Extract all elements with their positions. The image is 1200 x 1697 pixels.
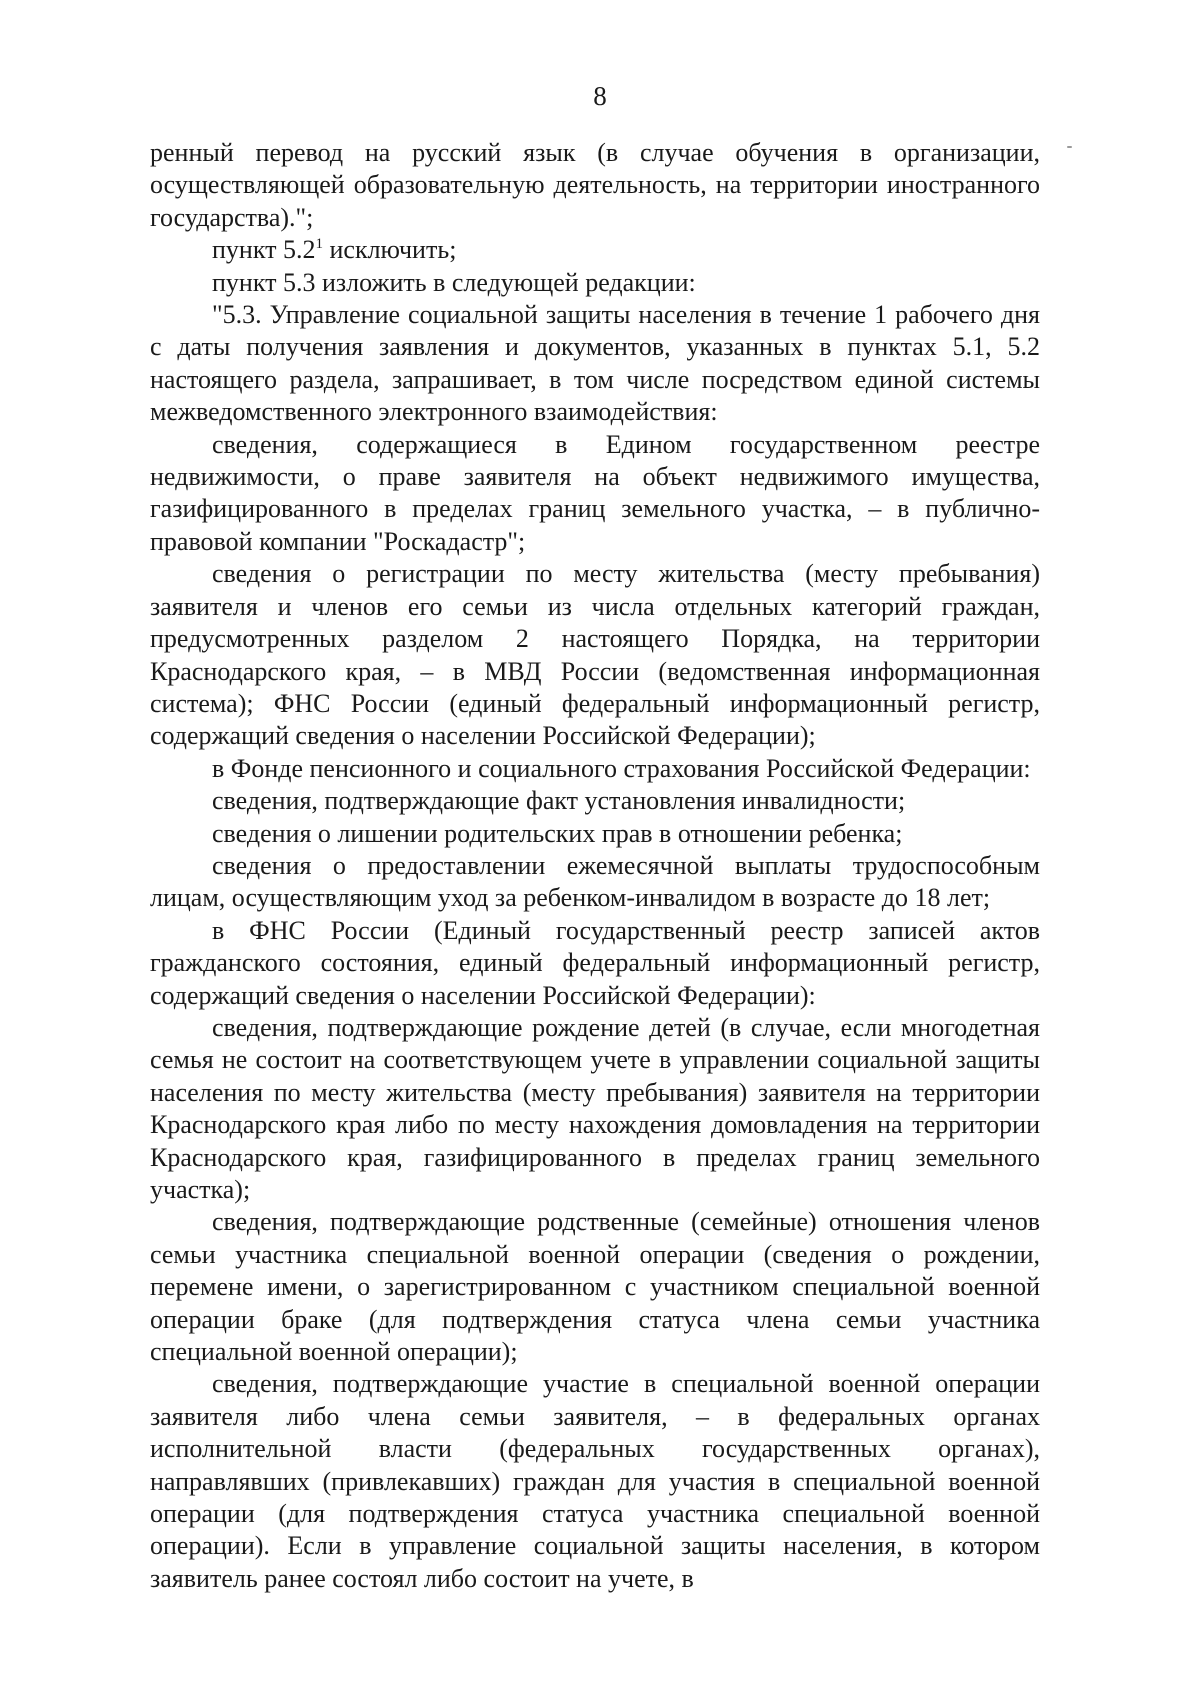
paragraph: ренный перевод на русский язык (в случае обучения в организации, осуществляющей образовательную деятельность, на территории иностранного государства)."; bbox=[150, 138, 1040, 232]
paragraph-text: исключить; bbox=[322, 235, 457, 265]
paragraph: сведения, содержащиеся в Едином государственном реестре недвижимости, о праве заявителя на объект недвижимого имущества, газифицированного в пределах границ земельного участка, – в публично-правовой компании "Роскадастр"; bbox=[150, 429, 1040, 556]
paragraph: сведения, подтверждающие участие в специальной военной операции заявителя либо члена семьи заявителя, – в федеральных органах исполнительной власти (федеральных государственных органах), направлявших (привлекавших) граждан для участия в специальной военной операции (для подтверждения статуса участника специальной военной операции). Если в управление социальной защиты населения, в котором заявитель ранее состоял либо состоит на учете, в bbox=[150, 1369, 1040, 1593]
paragraph: сведения о регистрации по месту жительства (месту пребывания) заявителя и членов его семьи из числа отдельных категорий граждан, предусмотренных разделом 2 настоящего Порядка, на территории Краснодарского края, – в МВД России (ведомственная информационная система); ФНС России (единый федеральный информационный регистр, содержащий сведения о населении Российской Федерации); bbox=[150, 559, 1040, 751]
paragraph: в Фонде пенсионного и социального страхования Российской Федерации: bbox=[212, 753, 1031, 783]
paragraph: сведения, подтверждающие факт установления инвалидности; bbox=[212, 786, 906, 816]
paragraph: пункт 5.3 изложить в следующей редакции: bbox=[212, 267, 696, 297]
paragraph: сведения о предоставлении ежемесячной выплаты трудоспособным лицам, осуществляющим уход за ребенком-инвалидом в возрасте до 18 лет; bbox=[150, 850, 1040, 913]
paragraph: сведения о лишении родительских прав в отношении ребенка; bbox=[212, 818, 903, 848]
paragraph: сведения, подтверждающие родственные (семейные) отношения членов семьи участника специальной военной операции (сведения о рождении, перемене имени, о зарегистрированном с участником специальной военной операции браке (для подтверждения статуса члена семьи участника специальной военной операции); bbox=[150, 1207, 1040, 1367]
paragraph: сведения, подтверждающие рождение детей (в случае, если многодетная семья не состоит на соответствующем учете в управлении социальной защиты населения по месту жительства (месту пребывания) заявителя на территории Краснодарского края либо по месту нахождения домовладения на территории Краснодарского края, газифицированного в пределах границ земельного участка); bbox=[150, 1012, 1040, 1204]
scan-speck bbox=[1067, 146, 1072, 148]
paragraph-text: пункт 5.2 bbox=[212, 235, 316, 265]
superscript: 1 bbox=[315, 236, 323, 253]
paragraph: в ФНС России (Единый государственный реестр записей актов гражданского состояния, единый федеральный информационный регистр, содержащий сведения о населении Российской Федерации): bbox=[150, 915, 1040, 1010]
paragraph: "5.3. Управление социальной защиты населения в течение 1 рабочего дня с даты получения заявления и документов, указанных в пунктах 5.1, 5.2 настоящего раздела, запрашивает, в том числе посредством единой системы межведомственного электронного взаимодействия: bbox=[150, 300, 1040, 427]
paragraph bbox=[150, 234, 1040, 266]
page-number: 8 bbox=[593, 81, 607, 111]
document-body bbox=[150, 137, 1040, 1595]
